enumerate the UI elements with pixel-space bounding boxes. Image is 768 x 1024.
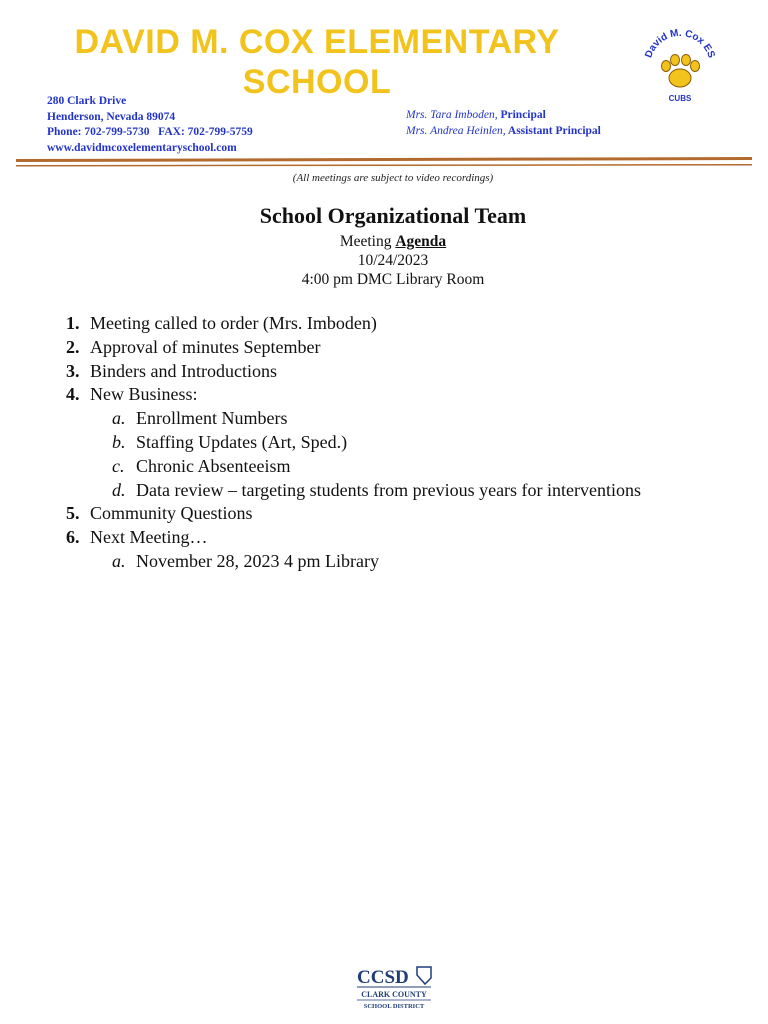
principal-name: Mrs. Tara Imboden, bbox=[406, 109, 498, 121]
agenda-subitem bbox=[66, 479, 641, 503]
assistant-principal-line bbox=[406, 124, 601, 140]
meeting-title: School Organizational Team bbox=[259, 203, 527, 228]
school-name bbox=[0, 22, 634, 102]
meeting-type-prefix: Meeting bbox=[339, 233, 396, 250]
header-divider bbox=[16, 155, 752, 171]
meeting-header bbox=[0, 200, 768, 289]
recording-notice: (All meetings are subject to video recordings) bbox=[292, 172, 494, 184]
meeting-type bbox=[0, 232, 768, 251]
agenda-number: 5. bbox=[66, 503, 80, 524]
ccsd-abbr: CCSD bbox=[357, 967, 409, 988]
address-line: Henderson, Nevada 89074 bbox=[47, 110, 176, 123]
administration bbox=[406, 108, 601, 139]
agenda-text: Approval of minutes September bbox=[90, 336, 321, 357]
meeting-time-location: 4:00 pm DMC Library Room bbox=[301, 271, 485, 288]
agenda-number: 4. bbox=[66, 384, 80, 405]
ccsd-logo bbox=[355, 963, 435, 1011]
agenda-text: New Business: bbox=[90, 384, 198, 405]
agenda-letter: b. bbox=[112, 431, 126, 452]
agenda-subtext: Data review – targeting students from previous years for interventions bbox=[136, 479, 642, 500]
school-name-line2: SCHOOL bbox=[242, 63, 392, 101]
phone-fax-line: Phone: 702-799-5730 FAX: 702-799-5759 bbox=[47, 126, 253, 138]
agenda-text: Binders and Introductions bbox=[90, 360, 277, 381]
agenda-list bbox=[66, 312, 641, 574]
agenda-subtext: Staffing Updates (Art, Sped.) bbox=[136, 431, 348, 452]
agenda-letter: a. bbox=[112, 550, 126, 571]
address-line: 280 Clark Drive bbox=[47, 95, 127, 107]
agenda-text: Next Meeting… bbox=[90, 527, 208, 548]
agenda-item bbox=[66, 360, 641, 384]
agenda-number: 3. bbox=[66, 360, 80, 381]
agenda-item bbox=[66, 312, 641, 336]
cubs-paw-logo bbox=[636, 26, 724, 106]
agenda-subitem bbox=[66, 550, 641, 574]
paw-icon bbox=[662, 55, 700, 88]
principal-line bbox=[406, 108, 601, 124]
agenda-item bbox=[66, 383, 641, 407]
website-link[interactable]: www.davidmcoxelementaryschool.com bbox=[47, 141, 237, 154]
principal-title: Principal bbox=[497, 109, 546, 121]
agenda-subtext: Chronic Absenteeism bbox=[136, 455, 291, 476]
ccsd-line1: CLARK COUNTY bbox=[361, 990, 427, 999]
agenda-text: Community Questions bbox=[90, 503, 253, 524]
logo-arc-text: David M. Cox ES bbox=[643, 27, 717, 60]
agenda-number: 2. bbox=[66, 336, 80, 357]
svg-text:David M. Cox ES bbox=[643, 28, 717, 60]
meeting-date: 10/24/2023 bbox=[357, 252, 429, 269]
ccsd-line2: SCHOOL DISTRICT bbox=[363, 1003, 425, 1010]
agenda-item bbox=[66, 526, 641, 550]
agenda-letter: c. bbox=[112, 455, 125, 476]
assistant-principal-title: Assistant Principal bbox=[505, 124, 601, 137]
agenda-item bbox=[66, 502, 641, 526]
agenda-letter: d. bbox=[112, 479, 126, 500]
agenda-number: 6. bbox=[66, 527, 80, 548]
agenda-letter: a. bbox=[112, 408, 126, 429]
assistant-principal-name: Mrs. Andrea Heinlen, bbox=[406, 124, 506, 137]
agenda-subitem bbox=[66, 407, 641, 431]
nevada-state-icon bbox=[417, 967, 431, 984]
agenda-subitem bbox=[66, 455, 641, 479]
school-name-line1: DAVID M. COX ELEMENTARY bbox=[74, 23, 560, 61]
school-address bbox=[47, 94, 253, 156]
agenda-item bbox=[66, 336, 641, 360]
agenda-number: 1. bbox=[66, 313, 80, 333]
agenda-subtext: Enrollment Numbers bbox=[136, 408, 288, 429]
agenda-subitem bbox=[66, 431, 641, 455]
agenda-text: Meeting called to order (Mrs. Imboden) bbox=[90, 313, 377, 333]
agenda-subtext: November 28, 2023 4 pm Library bbox=[136, 550, 379, 571]
meeting-type-word: Agenda bbox=[395, 233, 447, 250]
logo-mascot-text: CUBS bbox=[668, 94, 692, 103]
